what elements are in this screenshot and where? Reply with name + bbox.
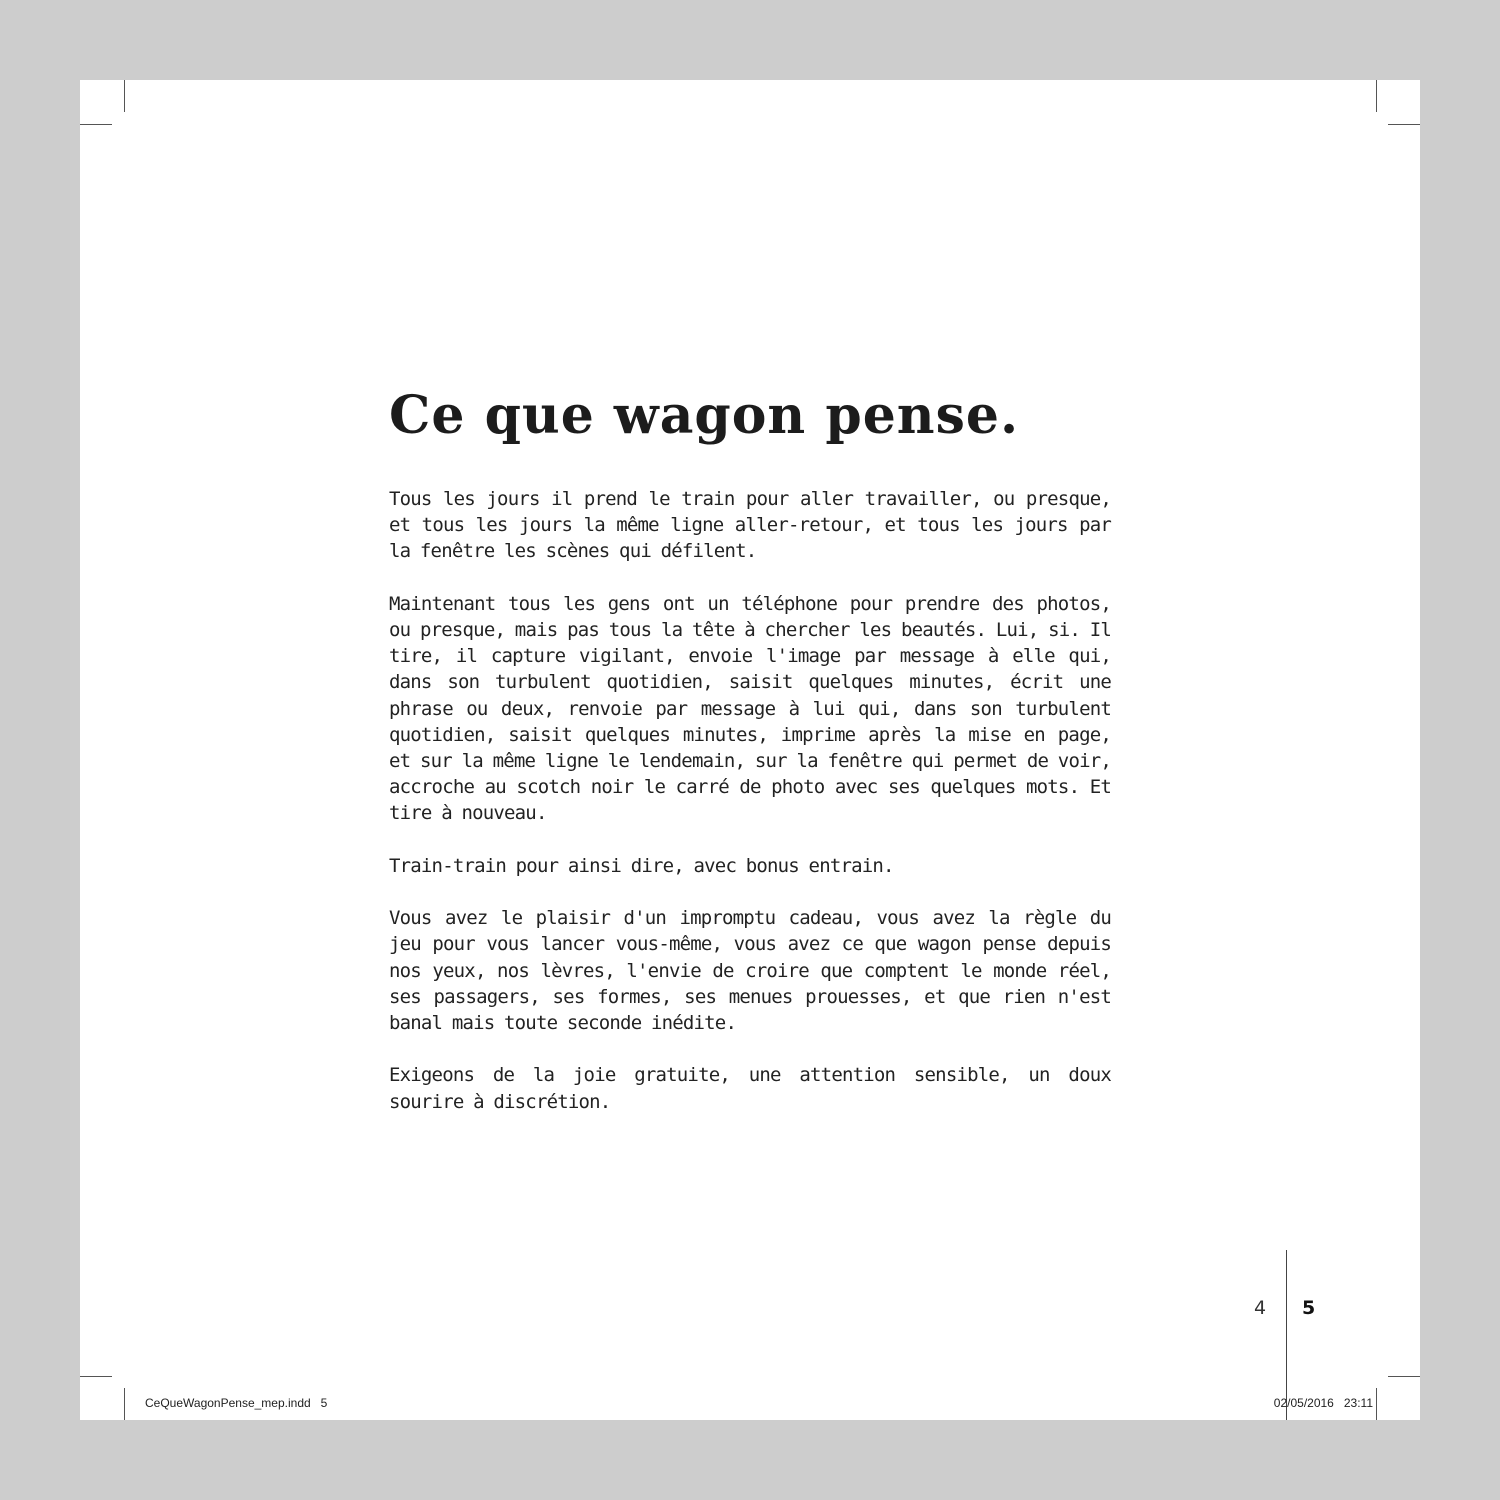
text-block (389, 386, 1111, 1141)
slug-timestamp: 02/05/2016 23:11 (1273, 1396, 1373, 1410)
page-title: Ce que wagon pense. (389, 385, 1020, 446)
slug-filename: CeQueWagonPense_mep.indd 5 (145, 1396, 328, 1410)
crop-mark (124, 80, 125, 112)
crop-mark (124, 1388, 125, 1420)
page-number-left: 4 (1254, 1297, 1267, 1319)
crop-mark (80, 124, 112, 125)
crop-mark (1388, 124, 1420, 125)
document-page (80, 80, 1420, 1420)
folio-divider (1286, 1250, 1287, 1420)
paragraph: Exigeons de la joie gratuite, une attention sensible, un doux sourire à discrétion. (389, 1064, 1111, 1113)
crop-mark (80, 1376, 112, 1377)
paragraph: Train-train pour ainsi dire, avec bonus entrain. (389, 854, 894, 877)
crop-mark (1376, 80, 1377, 112)
paragraph: Tous les jours il prend le train pour aller travailler, ou presque, et tous les jours la même ligne aller-retour, et tous les jours par la fenêtre les scènes qui défilent. (389, 488, 1111, 563)
crop-mark (1376, 1388, 1377, 1420)
paragraph: Maintenant tous les gens ont un téléphone pour prendre des photos, ou presque, mais pas tous la tête à chercher les beautés. Lui, si. Il tire, il capture vigilant, envoie l'image par message à elle qui, dans son turbulent quotidien, saisit quelques minutes, écrit une phrase ou deux, renvoie par message à lui qui, dans son turbulent quotidien, saisit quelques minutes, imprime après la mise en page, et sur la même ligne le lendemain, sur la fenêtre qui permet de voir, accroche au scotch noir le carré de photo avec ses quelques mots. Et tire à nouveau. (389, 592, 1111, 825)
crop-mark (1388, 1376, 1420, 1377)
page-number-right: 5 (1302, 1297, 1316, 1319)
paragraph: Vous avez le plaisir d'un impromptu cadeau, vous avez la règle du jeu pour vous lancer vous-même, vous avez ce que wagon pense depuis nos yeux, nos lèvres, l'envie de croire que comptent le monde réel, ses passagers, ses formes, ses menues prouesses, et que rien n'est banal mais toute seconde inédite. (389, 907, 1111, 1035)
